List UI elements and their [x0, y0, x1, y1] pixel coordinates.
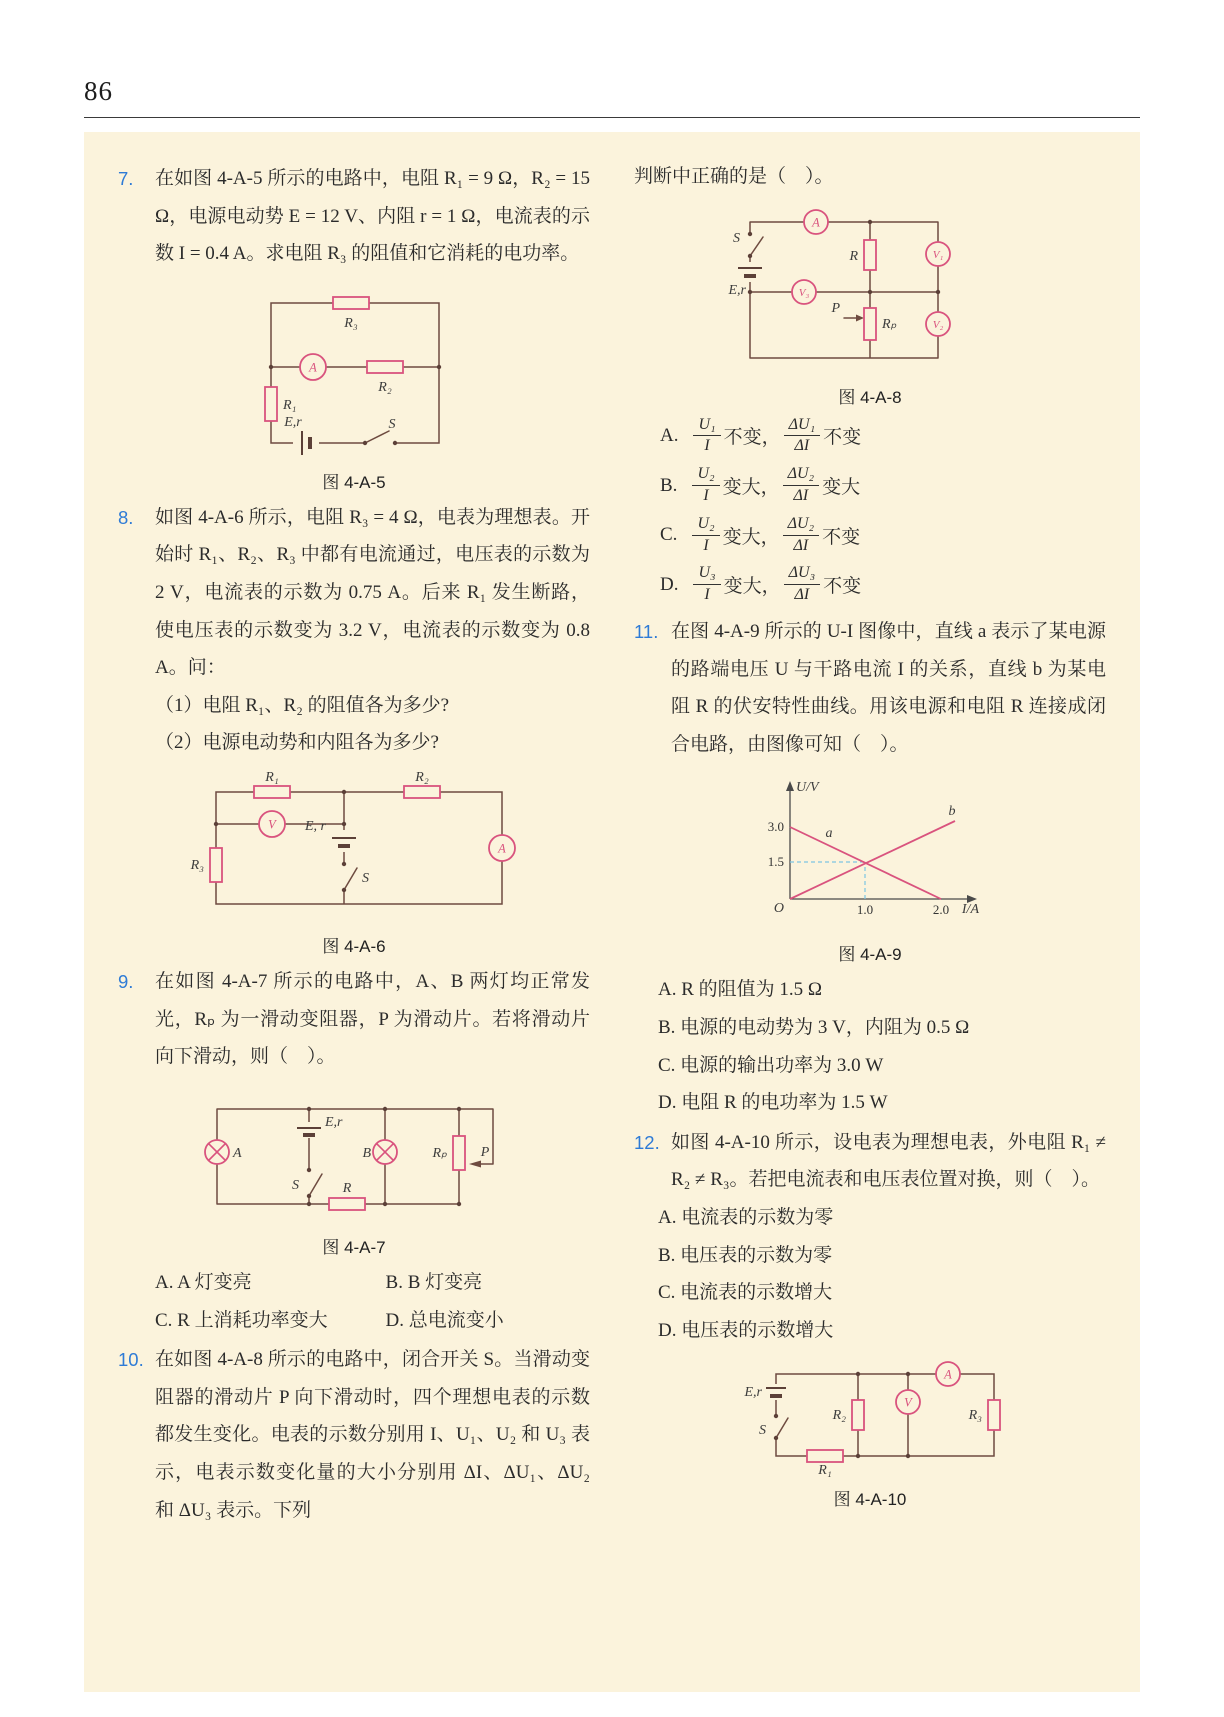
label-switch: S: [292, 1177, 299, 1193]
problem-7-text: 在如图 4-A-5 所示的电路中，电阻 R₁ = 9 Ω，R₂ = 15 Ω，电源电动势 E = 12 V、内阻 r = 1 Ω，电流表的示数 I = 0.4 A。求电阻 R₃ 的阻值和它消耗的电功率。: [155, 168, 590, 265]
option-text: 变大，: [722, 526, 780, 548]
problem-10-option-b: [660, 464, 1106, 507]
fraction-denominator: ΔI: [793, 536, 809, 554]
label-R3: R₃: [344, 315, 358, 331]
figure-caption-4-A-10: 图 4-A-10: [833, 1489, 907, 1509]
label-ammeter: A: [309, 360, 317, 375]
label-R2: R₂: [378, 379, 392, 395]
label-Rp: Rₚ: [882, 316, 897, 332]
circuit-diagram-4-A-10: [720, 1358, 1020, 1478]
resistor-R1: [807, 1450, 843, 1462]
problem-9-option-a: A. A 灯变亮: [155, 1271, 252, 1293]
label-R2: R₂: [832, 1407, 846, 1423]
label-R: R: [849, 248, 858, 264]
resistor-R: [864, 240, 876, 270]
fraction-numerator: U₃: [693, 563, 720, 585]
problem-8-text: 如图 4-A-6 所示，电阻 R₃ = 4 Ω，电表为理想表。开始时 R₁、R₂、R₃ 中都有电流通过，电压表的示数为 2 V，电流表的示数为 0.75 A。后来 R₁ 发生断路，使电压表的示数变为 3.2 V，电流表的示数变为 0.8 A。问：: [155, 506, 590, 679]
problem-11-option-c: C. 电源的输出功率为 3.0 W: [658, 1054, 884, 1076]
fraction-denominator: ΔI: [794, 437, 810, 455]
fraction-denominator: I: [703, 536, 709, 554]
fraction-numerator: ΔU₃: [784, 563, 821, 585]
y-tick-1.5: 1.5: [767, 854, 784, 870]
figure-caption-4-A-7: 图 4-A-7: [322, 1237, 386, 1257]
fraction-denominator: I: [703, 487, 709, 504]
label-V2: V₂: [932, 318, 944, 331]
figure-caption-4-A-5: 图 4-A-5: [322, 472, 386, 492]
fraction: [783, 514, 820, 557]
circuit-diagram-4-A-7: [189, 1084, 519, 1226]
option-text: 不变: [823, 427, 862, 449]
label-switch: S: [361, 871, 369, 887]
problem-11: [634, 613, 1106, 763]
x-axis-label: I/A: [961, 902, 979, 918]
fraction-denominator: I: [704, 437, 710, 455]
figure-4-A-5: [118, 281, 590, 493]
problem-10-number: 10.: [118, 1349, 144, 1371]
label-line-b: b: [948, 804, 956, 820]
problem-7: [118, 160, 590, 273]
problem-9-number: 9.: [118, 971, 134, 993]
option-text: 不变，: [723, 427, 781, 449]
rheostat-Rp: [453, 1136, 465, 1170]
fraction: [693, 415, 720, 458]
problem-10-option-c: [660, 514, 1106, 557]
problem-9-text: 在如图 4-A-7 所示的电路中，A、B 两灯均正常发光，Rₚ 为一滑动变阻器，P 为滑动片。若将滑动片向下滑动，则（ ）。: [155, 971, 590, 1068]
left-column: [118, 158, 590, 1652]
label-battery: E,r: [728, 282, 746, 298]
fraction: [692, 514, 719, 557]
problem-9: [118, 963, 590, 1076]
resistor-R3: [210, 848, 222, 882]
resistor-R: [329, 1198, 365, 1210]
problem-11-number: 11.: [634, 620, 659, 642]
fraction: [693, 563, 720, 606]
fraction: [784, 563, 821, 606]
label-ammeter: A: [944, 1367, 952, 1382]
rheostat-Rp: [864, 308, 876, 340]
label-battery: E,r: [284, 414, 302, 430]
figure-4-A-6: [118, 770, 590, 957]
fraction-numerator: ΔU₂: [783, 464, 820, 486]
problem-12-option-d: D. 电压表的示数增大: [658, 1319, 834, 1341]
page-number: 86: [84, 76, 113, 106]
label-battery: E, r: [304, 819, 326, 835]
problem-8: [118, 499, 590, 687]
problem-10-lead: 判断中正确的是（ ）。: [634, 166, 834, 187]
fraction-denominator: ΔI: [794, 586, 810, 604]
problem-10-option-a: [660, 415, 1106, 458]
x-tick-2.0: 2.0: [932, 902, 950, 918]
problem-11-option-d: D. 电阻 R 的电功率为 1.5 W: [658, 1092, 888, 1114]
figure-4-A-9: [634, 771, 1106, 965]
label-R1: R₁: [283, 397, 297, 413]
resistor-R2: [852, 1400, 864, 1430]
line-b: [790, 821, 955, 899]
label-R2: R₂: [414, 770, 429, 786]
problem-12: [634, 1124, 1106, 1199]
option-letter: C.: [660, 524, 678, 546]
resistor-R1: [265, 387, 277, 421]
label-slider-P: P: [480, 1144, 490, 1160]
problem-11-options: [658, 971, 1106, 1121]
fraction: [692, 464, 719, 507]
resistor-R2: [367, 361, 403, 373]
problem-10-text: 在如图 4-A-8 所示的电路中，闭合开关 S。当滑动变阻器的滑动片 P 向下滑动时，四个理想电表的示数都发生变化。电表的示数分别用 I、U₁、U₂ 和 U₃ 表示，电表示数变化量的大小分别用 ΔI、ΔU₁、ΔU₂ 和 ΔU₃ 表示。下列: [155, 1349, 590, 1521]
problem-11-option-a: A. R 的阻值为 1.5 Ω: [658, 979, 823, 1001]
option-text: 变大: [822, 477, 861, 498]
figure-caption-4-A-6: 图 4-A-6: [322, 937, 386, 957]
circuit-diagram-4-A-6: [182, 770, 527, 925]
y-tick-3.0: 3.0: [767, 819, 784, 835]
label-ammeter: A: [812, 215, 820, 230]
option-letter: D.: [660, 573, 679, 595]
label-lamp-B: B: [362, 1145, 371, 1161]
problem-12-options: [658, 1199, 1106, 1349]
origin-label: O: [773, 901, 784, 917]
right-column: [634, 158, 1106, 1652]
resistor-R3: [988, 1400, 1000, 1430]
problem-8-q1: （1）电阻 R₁、R₂ 的阻值各为多少?: [155, 694, 450, 716]
resistor-R1: [254, 786, 290, 798]
problem-9-option-d: D. 总电流变小: [385, 1309, 504, 1331]
label-line-a: a: [825, 826, 833, 842]
fraction-denominator: ΔI: [793, 487, 809, 504]
label-R3: R₃: [968, 1407, 982, 1423]
fraction-numerator: ΔU₁: [784, 415, 821, 437]
label-switch: S: [388, 416, 396, 432]
problem-10-option-d: [660, 563, 1106, 606]
option-text: 不变: [822, 526, 861, 548]
figure-caption-4-A-9: 图 4-A-9: [838, 945, 902, 965]
resistor-R2: [404, 786, 440, 798]
x-tick-1.0: 1.0: [856, 902, 874, 918]
problem-10: [118, 1341, 590, 1529]
label-R1: R₁: [264, 770, 279, 786]
fraction-denominator: I: [704, 586, 710, 604]
option-letter: B.: [660, 474, 678, 496]
problem-8-q2: （2）电源电动势和内阻各为多少?: [155, 732, 439, 754]
problem-12-option-c: C. 电流表的示数增大: [658, 1282, 833, 1304]
label-battery: E,r: [744, 1384, 762, 1400]
fraction-numerator: U₂: [692, 464, 719, 486]
problem-7-number: 7.: [118, 168, 134, 189]
page-content: [84, 132, 1140, 1692]
label-lamp-A: A: [233, 1145, 242, 1161]
fraction: [784, 415, 821, 458]
y-axis-label: U/V: [796, 780, 819, 796]
page-header: [0, 0, 1224, 118]
fraction-numerator: ΔU₂: [783, 514, 820, 536]
ui-graph-4-A-9: [745, 771, 995, 933]
resistor-R3: [333, 297, 369, 309]
label-voltmeter: V: [267, 817, 276, 832]
header-rule: [84, 117, 1140, 118]
option-text: 不变: [823, 576, 862, 598]
fraction-numerator: U₁: [693, 415, 720, 437]
label-R: R: [342, 1180, 352, 1196]
label-R1: R₁: [818, 1462, 832, 1478]
option-text: 变大，: [723, 576, 781, 598]
option-text: 变大，: [722, 477, 780, 498]
label-switch: S: [759, 1422, 766, 1438]
fraction: [783, 464, 820, 507]
fraction-numerator: U₂: [692, 514, 719, 536]
figure-4-A-10: [634, 1358, 1106, 1510]
circuit-diagram-4-A-5: [239, 281, 469, 461]
label-slider-P: P: [831, 300, 840, 316]
option-letter: A.: [660, 424, 679, 446]
problem-11-option-b: B. 电源的电动势为 3 V，内阻为 0.5 Ω: [658, 1017, 970, 1039]
label-V3: V₃: [798, 286, 810, 299]
problem-12-option-b: B. 电压表的示数为零: [658, 1244, 833, 1266]
label-ammeter: A: [497, 841, 506, 856]
problem-12-option-a: A. 电流表的示数为零: [658, 1207, 834, 1229]
label-switch: S: [733, 230, 740, 246]
label-Rp: Rₚ: [432, 1145, 447, 1161]
label-voltmeter: V: [904, 1395, 912, 1410]
problem-11-text: 在图 4-A-9 所示的 U-I 图像中，直线 a 表示了某电源的路端电压 U 与干路电流 I 的关系，直线 b 为某电阻 R 的伏安特性曲线。用该电源和电阻 R 连接成闭合电路，由图像可知（ ）。: [671, 620, 1106, 755]
problem-12-number: 12.: [634, 1131, 660, 1153]
label-battery: E,r: [325, 1114, 343, 1130]
figure-caption-4-A-8: 图 4-A-8: [838, 387, 902, 407]
problem-9-option-b: B. B 灯变亮: [385, 1271, 483, 1293]
problem-9-option-c: C. R 上消耗功率变大: [155, 1309, 328, 1331]
figure-4-A-8: [634, 204, 1106, 408]
label-R3: R₃: [190, 858, 204, 874]
problem-12-text: 如图 4-A-10 所示，设电表为理想电表，外电阻 R₁ ≠ R₂ ≠ R₃。若把电流表和电压表位置对换，则（ ）。: [671, 1131, 1106, 1191]
label-V1: V₁: [932, 248, 944, 261]
circuit-diagram-4-A-8: [720, 204, 1020, 376]
problem-8-number: 8.: [118, 506, 134, 528]
problem-9-options: [155, 1264, 590, 1339]
figure-4-A-7: [118, 1084, 590, 1258]
